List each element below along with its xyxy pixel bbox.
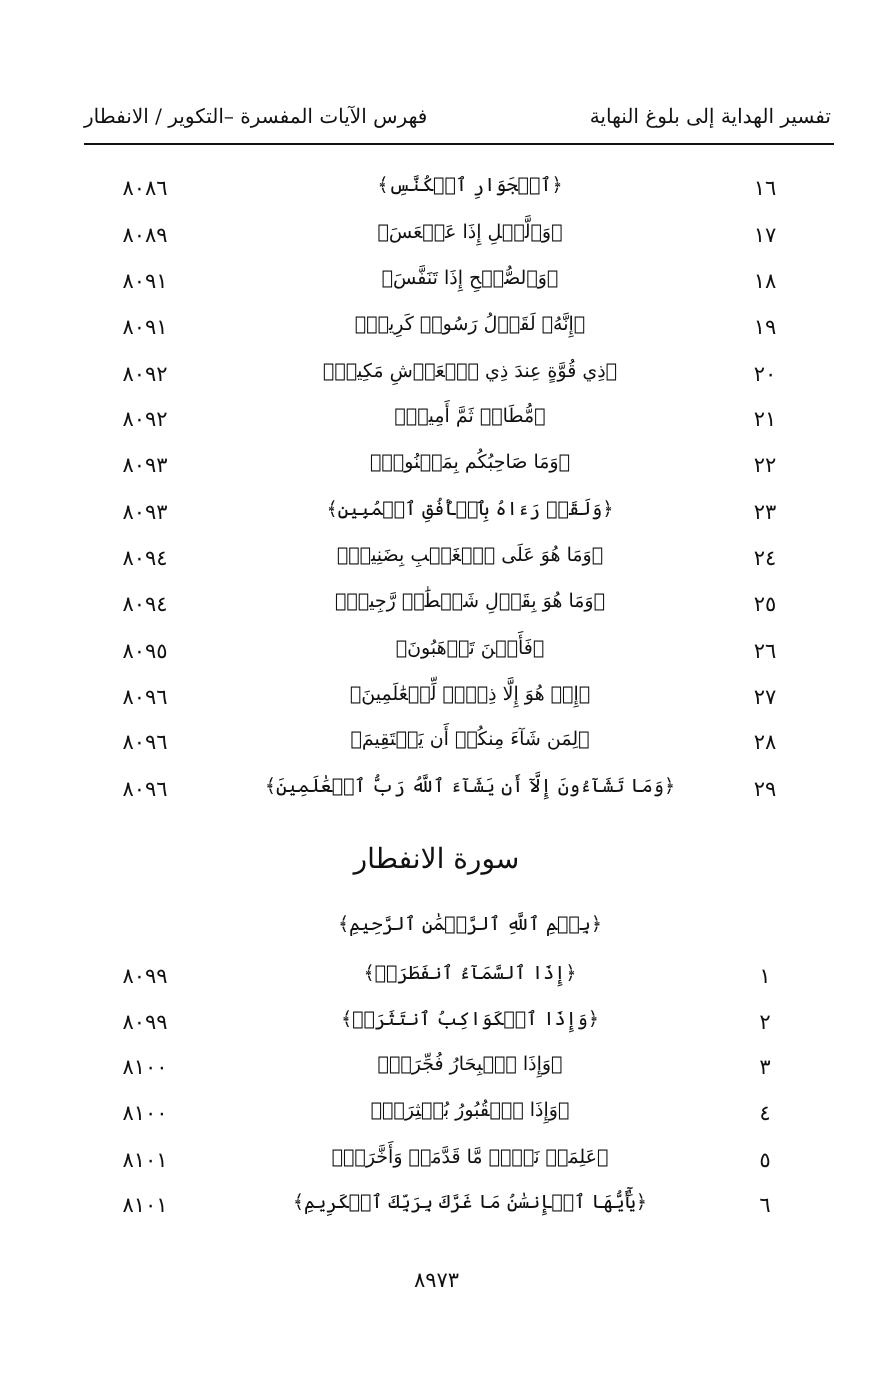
page-reference: ٨١٠٠ xyxy=(122,1101,168,1125)
page-reference: ٨٠٩٥ xyxy=(122,639,168,663)
page-reference: ٨٠٩٢ xyxy=(122,362,168,386)
verse-number: ٢٨ xyxy=(753,730,777,754)
table-row xyxy=(0,217,873,263)
page-reference: ٨٠٩٣ xyxy=(122,500,168,524)
verse-text: ﴿وَٱلَّيۡلِ إِذَا عَسۡعَسَ﴾ xyxy=(377,221,563,243)
verse-text: ﴿وَمَا هُوَ عَلَى ٱلۡغَيۡبِ بِضَنِينٖ﴾ xyxy=(336,544,604,566)
page-reference: ٨٠٩١ xyxy=(122,315,168,339)
page-reference: ٨٠٨٦ xyxy=(122,176,168,200)
verse-number: ١٧ xyxy=(753,223,777,247)
verse-text: ﴿إِنۡ هُوَ إِلَّا ذِكۡرٞ لِّلۡعَٰلَمِينَ﴾ xyxy=(349,683,591,705)
page-reference: ٨٠٩٣ xyxy=(122,453,168,477)
table-row xyxy=(0,1049,873,1095)
table-row xyxy=(0,1095,873,1141)
verse-number: ٢٥ xyxy=(753,592,777,616)
verse-text: ﴿وَإِذَا ٱلۡكَوَاكِبُ ٱنتَثَرَتۡ﴾ xyxy=(340,1008,600,1030)
verse-text: ﴿يَٰٓأَيُّهَا ٱلۡإِنسَٰنُ مَا غَرَّكَ بِرَبِّكَ ٱلۡكَرِيمِ﴾ xyxy=(292,1191,648,1213)
table-row xyxy=(0,724,873,770)
table-row xyxy=(0,1187,873,1233)
table-row xyxy=(0,958,873,1004)
verse-text: ﴿فَأَيۡنَ تَذۡهَبُونَ﴾ xyxy=(395,637,545,659)
verse-number: ٥ xyxy=(759,1148,771,1172)
verse-number: ٢٣ xyxy=(753,500,777,524)
page-reference: ٨١٠١ xyxy=(122,1193,168,1217)
verse-number: ١٨ xyxy=(753,269,777,293)
verse-text: ﴿ٱلۡجَوَارِ ٱلۡكُنَّسِ﴾ xyxy=(377,174,563,196)
table-row xyxy=(0,1004,873,1050)
page-reference: ٨١٠٠ xyxy=(122,1055,168,1079)
verse-number: ٢٦ xyxy=(753,639,777,663)
verse-number: ٦ xyxy=(759,1193,771,1217)
verse-text: ﴿إِذَا ٱلسَّمَآءُ ٱنفَطَرَتۡ﴾ xyxy=(363,962,577,984)
page-reference: ٨١٠١ xyxy=(122,1148,168,1172)
verse-text: ﴿وَٱلصُّبۡحِ إِذَا تَنَفَّسَ﴾ xyxy=(381,267,559,289)
verse-text: ﴿عَلِمَتۡ نَفۡسٞ مَّا قَدَّمَتۡ وَأَخَّرَتۡ﴾ xyxy=(331,1146,609,1168)
table-row xyxy=(0,586,873,632)
table-row xyxy=(0,540,873,586)
page-reference: ٨٠٩٦ xyxy=(122,685,168,709)
table-row xyxy=(0,1142,873,1188)
verse-number: ٢٧ xyxy=(753,685,777,709)
verse-text: ﴿وَإِذَا ٱلۡقُبُورُ بُعۡثِرَتۡ﴾ xyxy=(370,1099,570,1121)
running-header-book-title: تفسير الهداية إلى بلوغ النهاية xyxy=(589,104,831,128)
table-row xyxy=(0,679,873,725)
verse-text: ﴿وَلَقَدۡ رَءَاهُ بِٱلۡأُفُقِ ٱلۡمُبِينِ﴾ xyxy=(326,498,614,520)
table-row xyxy=(0,771,873,817)
basmala: ﴿بِسۡمِ ٱللَّهِ ٱلرَّحۡمَٰنِ ٱلرَّحِيمِ﴾ xyxy=(337,913,603,935)
verse-text: ﴿مُّطَاعٖ ثَمَّ أَمِينٖ﴾ xyxy=(394,405,546,427)
verse-number: ١٩ xyxy=(753,315,777,339)
page-reference: ٨٠٩١ xyxy=(122,269,168,293)
verse-number: ٢ xyxy=(759,1010,771,1034)
verse-text: ﴿إِنَّهُۥ لَقَوۡلُ رَسُولٖ كَرِيمٖ﴾ xyxy=(354,313,586,335)
verse-number: ٢٤ xyxy=(753,546,777,570)
verse-number: ٢٠ xyxy=(753,362,777,386)
page-reference: ٨٠٩٤ xyxy=(122,592,168,616)
verse-number: ٣ xyxy=(759,1055,771,1079)
surah-title: سورة الانفطار xyxy=(353,842,520,875)
page-reference: ٨٠٩٢ xyxy=(122,407,168,431)
verse-number: ٢٩ xyxy=(753,777,777,801)
page-reference: ٨٠٩٤ xyxy=(122,546,168,570)
table-row xyxy=(0,633,873,679)
table-row xyxy=(0,494,873,540)
verse-text: ﴿وَمَا تَشَآءُونَ إِلَّآ أَن يَشَآءَ ٱللَّهُ رَبُّ ٱلۡعَٰلَمِينَ﴾ xyxy=(264,775,676,797)
verse-text: ﴿وَمَا صَاحِبُكُم بِمَجۡنُونٖ﴾ xyxy=(370,451,570,473)
table-row xyxy=(0,356,873,402)
header-rule xyxy=(84,143,834,145)
verse-number: ٢١ xyxy=(753,407,777,431)
table-row xyxy=(0,401,873,447)
verse-text: ﴿ذِي قُوَّةٍ عِندَ ذِي ٱلۡعَرۡشِ مَكِينٖ﴾ xyxy=(322,360,618,382)
table-row xyxy=(0,170,873,216)
page-reference: ٨٠٩٦ xyxy=(122,777,168,801)
table-row xyxy=(0,263,873,309)
page-number: ٨٩٧٣ xyxy=(413,1268,460,1292)
verse-number: ١ xyxy=(759,964,771,988)
verse-number: ٤ xyxy=(759,1101,771,1125)
verse-text: ﴿وَمَا هُوَ بِقَوۡلِ شَيۡطَٰنٖ رَّجِيمٖ﴾ xyxy=(334,590,606,612)
table-row xyxy=(0,309,873,355)
verse-text: ﴿وَإِذَا ٱلۡبِحَارُ فُجِّرَتۡ﴾ xyxy=(377,1053,563,1075)
verse-text: ﴿لِمَن شَآءَ مِنكُمۡ أَن يَسۡتَقِيمَ﴾ xyxy=(350,728,590,750)
table-row xyxy=(0,447,873,493)
page-reference: ٨٠٩٩ xyxy=(122,1010,168,1034)
page-reference: ٨٠٩٩ xyxy=(122,964,168,988)
verse-number: ١٦ xyxy=(753,176,777,200)
page-reference: ٨٠٩٦ xyxy=(122,730,168,754)
page-reference: ٨٠٨٩ xyxy=(122,223,168,247)
running-header-index-title: فهرس الآيات المفسرة –التكوير / الانفطار xyxy=(84,104,428,128)
verse-number: ٢٢ xyxy=(753,453,777,477)
